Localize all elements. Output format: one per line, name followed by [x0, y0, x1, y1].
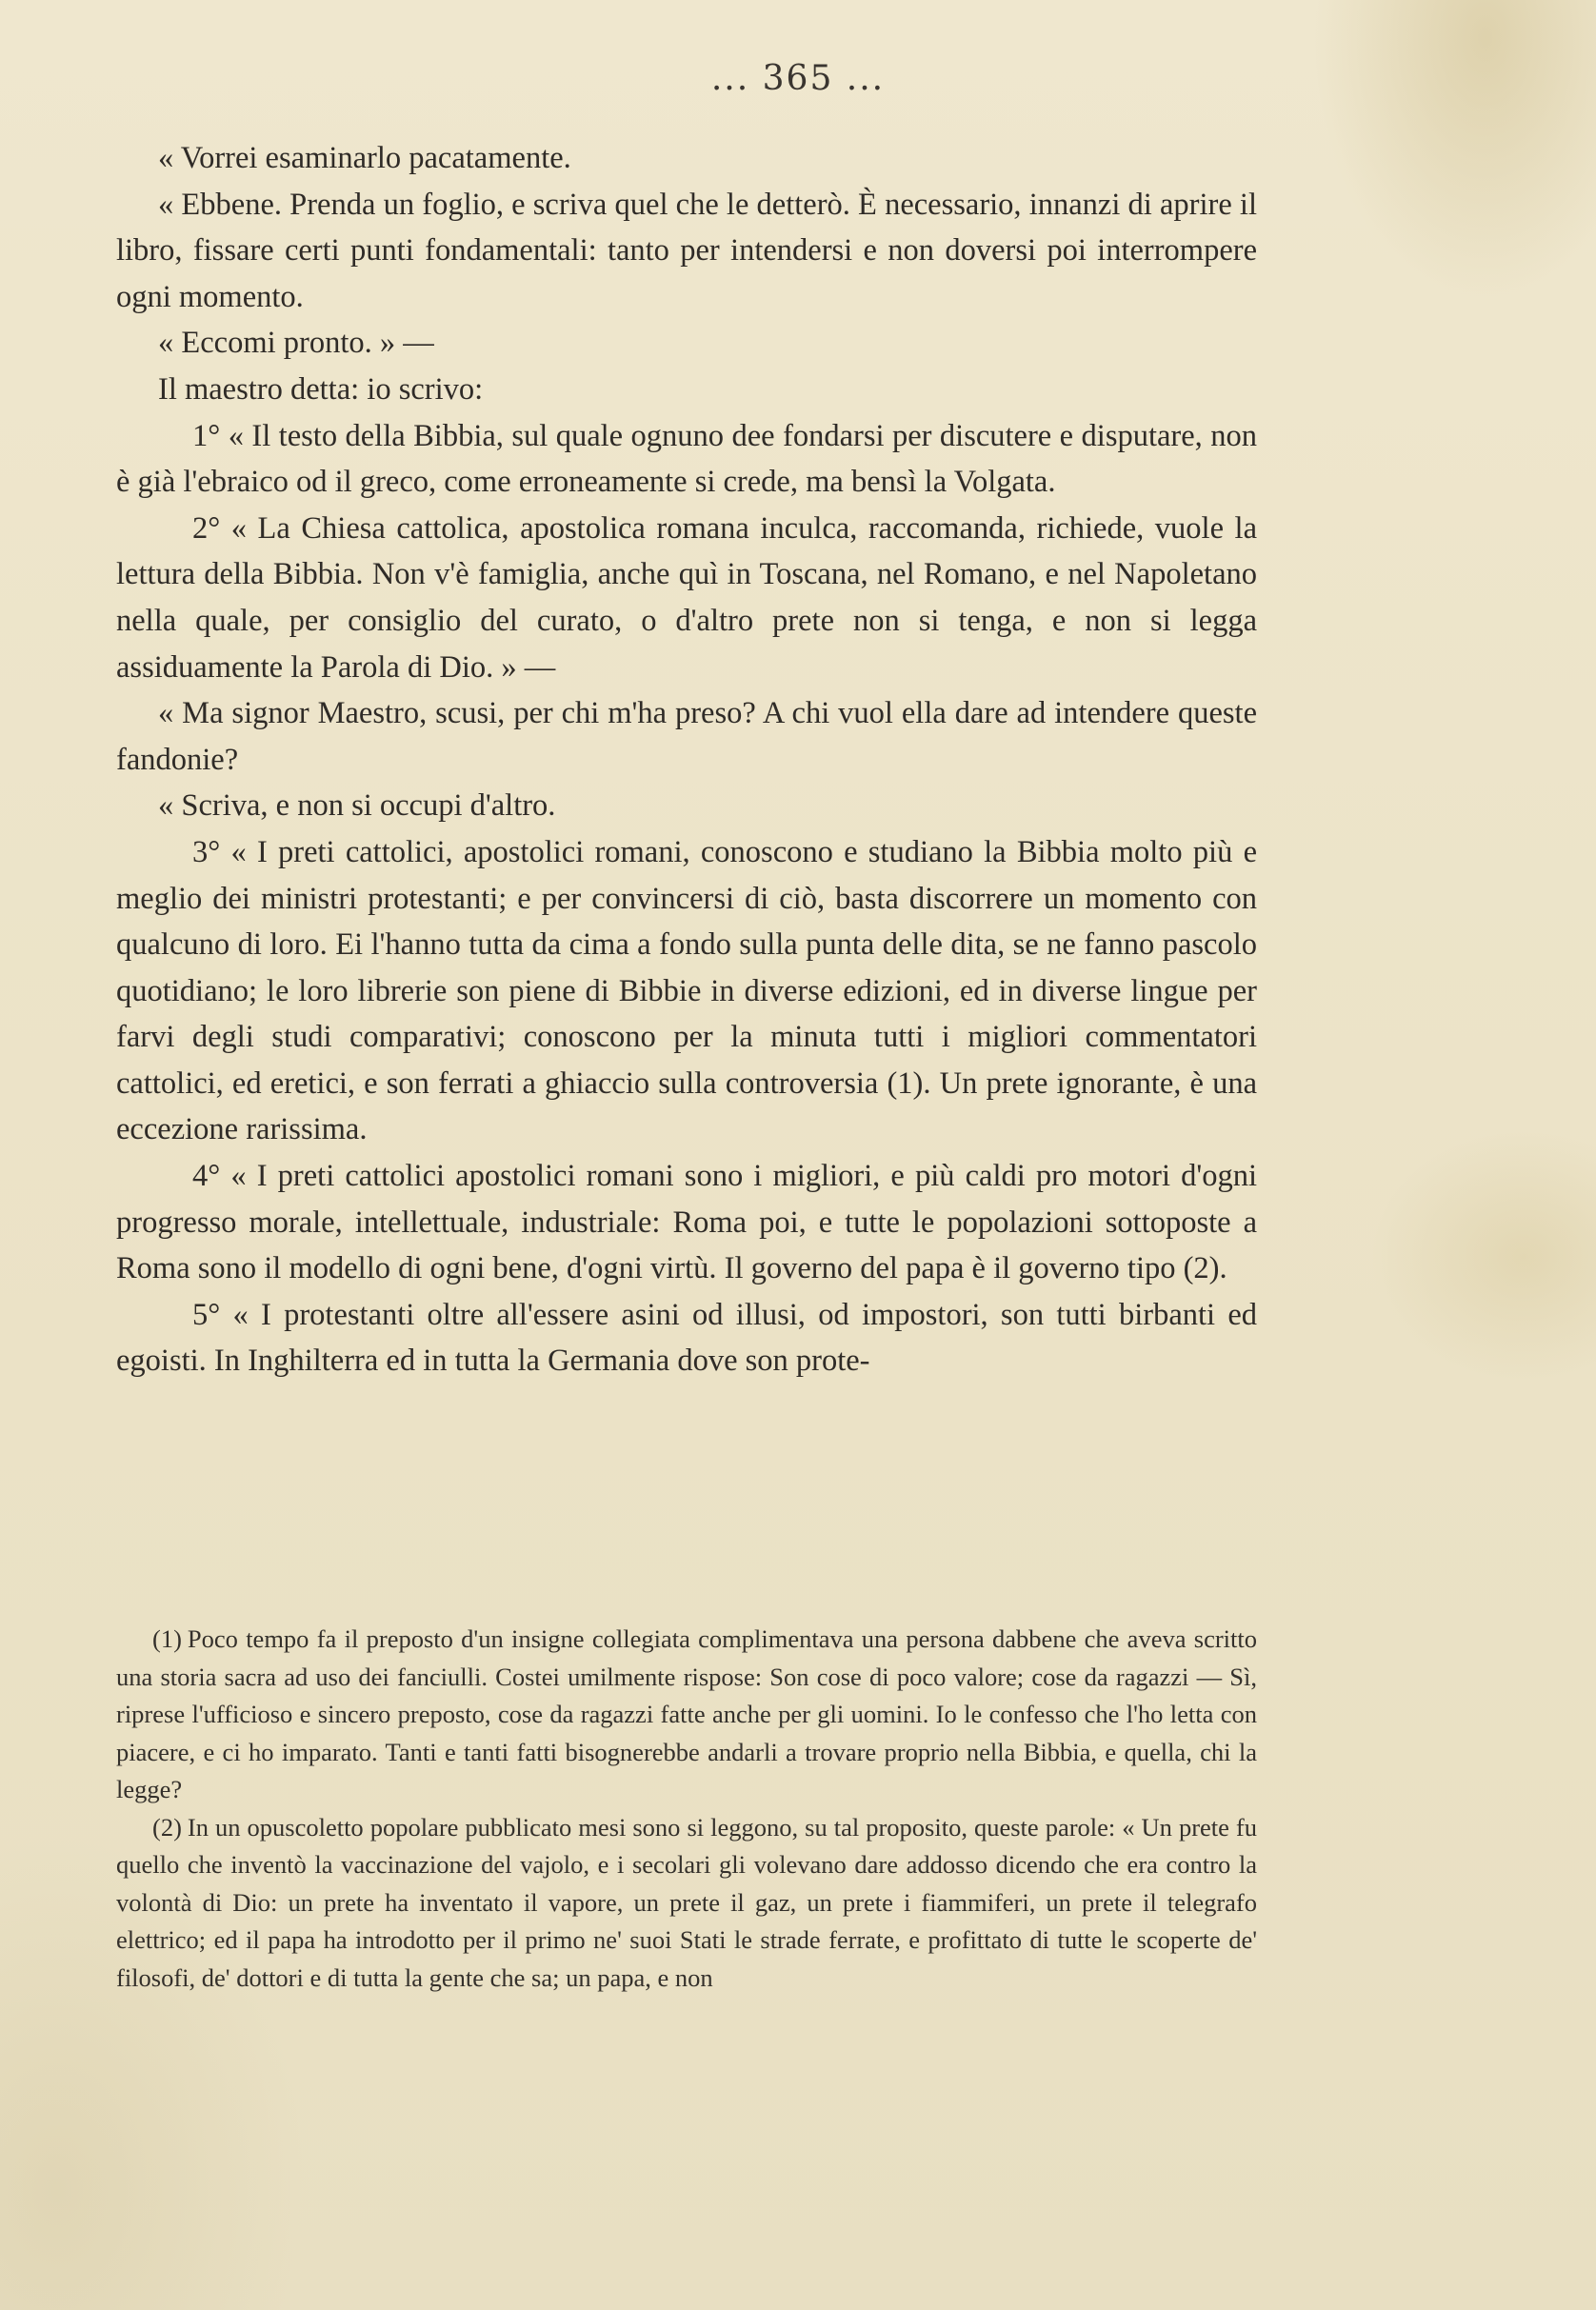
footnote-text: In un opuscoletto popolare pubblicato mesi sono si leggono, su tal proposito, queste parole: « Un prete fu quello che inventò la vaccinazione del vajolo, e i secolari gli volevano dare addosso dicendo che era contro la volontà di Dio: un prete ha inventato il vapore, un prete il gaz, un prete i fiammiferi, un prete il telegrafo elettrico; ed il papa ha introdotto per il primo ne' suoi Stati le strade ferrate, e profittato di tutte le scoperte de' filosofi, de' dottori e di tutta la gente che sa; un papa, e non	[116, 1812, 1257, 1992]
footnote	[116, 1809, 1257, 1998]
body-text	[116, 135, 1257, 1384]
paragraph: « Ma signor Maestro, scusi, per chi m'ha preso? A chi vuol ella dare ad intendere queste fandonie?	[116, 696, 1257, 777]
numbered-paragraph: 2° « La Chiesa cattolica, apostolica romana inculca, raccomanda, richiede, vuole la lettura della Bibbia. Non v'è famiglia, anche quì in Toscana, nel Romano, e nel Napoletano nella quale, per consiglio del curato, o d'altro prete non si tenga, e non si legga assiduamente la Parola di Dio. » —	[116, 510, 1257, 685]
footnotes	[116, 1621, 1257, 1997]
page-number: ... 365 ...	[710, 59, 886, 98]
paragraph: Il maestro detta: io scrivo:	[158, 371, 484, 407]
footnote-marker: (2)	[152, 1812, 182, 1842]
numbered-paragraph: 3° « I preti cattolici, apostolici romani, conoscono e studiano la Bibbia molto più e meglio dei ministri protestanti; e per convincersi di ciò, basta discorrere un momento con qualcuno di loro. Ei l'hanno tutta da cima a fondo sulla punta delle dita, se ne fanno pascolo quotidiano; le loro librerie son piene di Bibbie in diverse edizioni, ed in diverse lingue per farvi degli studi comparativi; conoscono per la minuta tutti i migliori commentatori cattolici, ed eretici, e son ferrati a ghiaccio sulla controversia (1). Un prete ignorante, è una eccezione rarissima.	[116, 834, 1257, 1147]
footnote-marker: (1)	[152, 1624, 182, 1653]
paragraph: « Eccomi pronto. » —	[158, 326, 434, 361]
footnote-text: Poco tempo fa il preposto d'un insigne collegiata complimentava una persona dabbene che aveva scritto una storia sacra ad uso dei fanciulli. Costei umilmente rispose: Son cose di poco valore; cose da ragazzi — Sì, riprese l'ufficioso e sincero preposto, cose da ragazzi fatte anche per gli uomini. Io le confesso che l'ho letta con piacere, e ci ho imparato. Tanti e tanti fatti bisognerebbe andarli a trovare proprio nella Bibbia, e quella, chi la legge?	[116, 1624, 1257, 1803]
numbered-paragraph: 4° « I preti cattolici apostolici romani sono i migliori, e più caldi pro motori d'ogni progresso morale, intellettuale, industriale: Roma poi, e tutte le popolazioni sottoposte a Roma sono il modello di ogni bene, d'ogni virtù. Il governo del papa è il governo tipo (2).	[116, 1159, 1257, 1286]
paragraph: « Scriva, e non si occupi d'altro.	[158, 788, 556, 824]
paragraph: « Ebbene. Prenda un foglio, e scriva quel che le detterò. È necessario, innanzi di aprire il libro, fissare certi punti fondamentali: tanto per intendersi e non doversi poi interrompere ogni momento.	[116, 187, 1257, 314]
numbered-paragraph: 1° « Il testo della Bibbia, sul quale ognuno dee fondarsi per discutere e disputare, non è già l'ebraico od il greco, come erroneamente si crede, ma bensì la Volgata.	[116, 418, 1257, 500]
footnote	[116, 1621, 1257, 1809]
paragraph: « Vorrei esaminarlo pacatamente.	[158, 141, 571, 175]
numbered-paragraph: 5° « I protestanti oltre all'essere asini od illusi, od impostori, son tutti birbanti ed egoisti. In Inghilterra ed in tutta la Germania dove son prote-	[116, 1297, 1257, 1379]
